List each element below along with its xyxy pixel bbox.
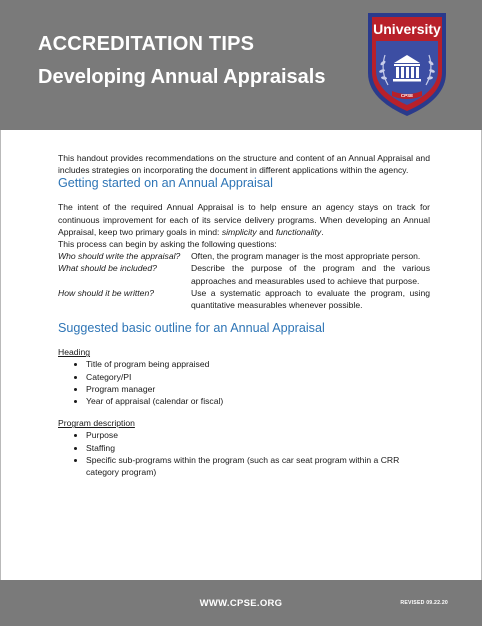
- logo-text: University: [373, 21, 441, 37]
- question-answer: Use a systematic approach to evaluate the program, using quantitative measurables whenever possible.: [191, 287, 430, 311]
- document-title: ACCREDITATION TIPS: [38, 33, 255, 55]
- question-row: [58, 250, 430, 262]
- list-item: • Purpose: [86, 429, 430, 441]
- question-label: How should it be written?: [58, 287, 155, 298]
- logo-subtext: CPSE: [400, 93, 414, 98]
- list-item: • Program manager: [86, 383, 430, 395]
- subheading-program-description: Program description: [58, 418, 135, 429]
- subheading-heading: Heading: [58, 347, 91, 358]
- footer-website-link[interactable]: WWW.CPSE.ORG: [199, 598, 283, 609]
- revision-date: REVISED 09.22.20: [400, 600, 448, 606]
- question-answer: Describe the purpose of the program and the various approaches and measurables used to achieve that purpose.: [191, 263, 430, 286]
- list-item: • Title of program being appraised: [86, 358, 430, 370]
- question-label: What should be included?: [58, 263, 157, 274]
- header-band: [0, 0, 482, 130]
- footer-band: [0, 580, 482, 626]
- heading-list: [58, 358, 430, 407]
- intent-period: .: [321, 226, 324, 237]
- university-shield-logo: [366, 11, 448, 118]
- intent-conjunction: and: [256, 226, 276, 237]
- intent-paragraph: [58, 201, 430, 238]
- program-description-list: [58, 429, 430, 478]
- list-item: • Staffing: [86, 442, 430, 454]
- section-heading-outline: Suggested basic outline for an Annual Appraisal: [58, 321, 325, 336]
- questions-intro: This process can begin by asking the following questions:: [58, 239, 277, 250]
- question-table: [58, 250, 430, 311]
- intro-paragraph: This handout provides recommendations on the structure and content of an Annual Appraisal and includes strategies on incorporating the document in different applications within the agency.: [58, 153, 430, 176]
- section-heading-getting-started: Getting started on an Annual Appraisal: [58, 176, 273, 191]
- intent-text: The intent of the required Annual Appraisal is to help ensure an agency stays on track for continuous improvement for each of its service delivery programs. When developing an Annual Appraisal, keep two primary goals in mind:: [58, 202, 430, 237]
- list-item: • Category/PI: [86, 371, 430, 383]
- document-body: [58, 152, 430, 488]
- goal-functionality: functionality: [275, 226, 322, 237]
- question-label: Who should write the appraisal?: [58, 251, 181, 262]
- question-answer: Often, the program manager is the most appropriate person.: [191, 251, 421, 262]
- list-item: • Year of appraisal (calendar or fiscal): [86, 395, 430, 407]
- goal-simplicity: simplicity: [221, 226, 257, 237]
- document-subtitle: Developing Annual Appraisals: [38, 66, 326, 88]
- list-item: • Specific sub-programs within the program (such as car seat program within a CRR category program): [86, 454, 430, 478]
- question-row: [58, 262, 430, 286]
- question-row: [58, 287, 430, 311]
